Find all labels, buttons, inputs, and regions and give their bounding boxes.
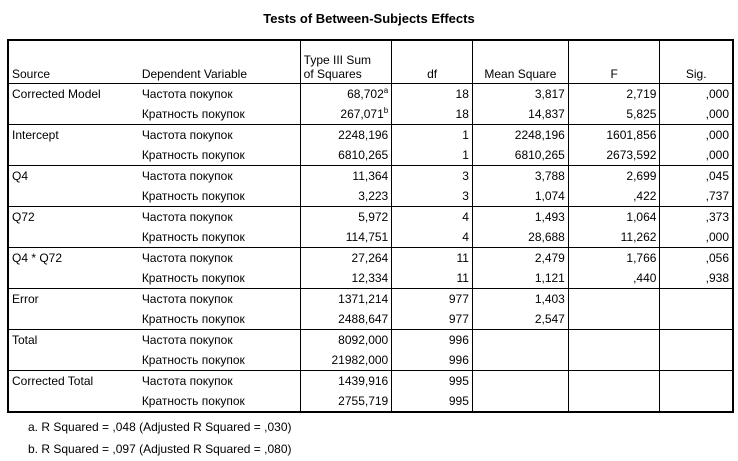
header-sum-of-squares (300, 40, 392, 84)
dependent-variable-cell: Частота покупок (139, 84, 300, 105)
source-cell: Intercept (8, 125, 139, 166)
df-cell: 3 (392, 186, 473, 207)
df-cell: 995 (392, 391, 473, 412)
sig-cell: ,000 (705, 87, 729, 101)
sum-of-squares-cell (300, 104, 392, 125)
sum-of-squares-cell (300, 84, 392, 105)
sum-of-squares-cell: 1439,916 (300, 371, 392, 392)
header-f: F (568, 40, 660, 84)
source-cell: Q72 (8, 207, 139, 248)
sum-of-squares-cell: 2755,719 (300, 391, 392, 412)
f-cell: 2,719 (568, 84, 660, 105)
dependent-variable-cell: Частота покупок (139, 166, 300, 187)
sig-cell: ,737 (705, 189, 729, 203)
sum-of-squares-cell: 1371,214 (300, 289, 392, 310)
table-row (8, 207, 733, 228)
mean-square-cell: 2,547 (472, 309, 568, 330)
sum-of-squares-cell: 2488,647 (300, 309, 392, 330)
df-cell: 11 (392, 268, 473, 289)
df-cell: 1 (392, 145, 473, 166)
sig-cell (660, 309, 733, 330)
sig-cell: ,000 (705, 230, 729, 244)
mean-square-cell (472, 350, 568, 371)
sig-cell: ,056 (660, 248, 733, 269)
table-row (8, 330, 733, 351)
dependent-variable-cell: Частота покупок (139, 371, 300, 392)
mean-square-cell: 2248,196 (472, 125, 568, 146)
sum-of-squares-cell: 5,972 (300, 207, 392, 228)
source-cell: Corrected Total (8, 371, 139, 413)
df-cell: 977 (392, 309, 473, 330)
f-cell: 1,766 (568, 248, 660, 269)
source-cell: Corrected Model (12, 87, 101, 101)
mean-square-cell: 1,074 (472, 186, 568, 207)
mean-square-cell (472, 330, 568, 351)
header-source: Source (8, 40, 139, 84)
f-cell: 2,699 (568, 166, 660, 187)
f-cell (568, 309, 660, 330)
sig-cell (660, 289, 733, 310)
sum-of-squares-value: 267,071 (340, 107, 384, 121)
sum-of-squares-cell: 6810,265 (300, 145, 392, 166)
f-cell (568, 391, 660, 412)
mean-square-cell: 1,121 (472, 268, 568, 289)
dependent-variable-cell: Частота покупок (139, 248, 300, 269)
f-cell: ,440 (568, 268, 660, 289)
sum-of-squares-cell: 27,264 (300, 248, 392, 269)
sum-of-squares-cell: 8092,000 (300, 330, 392, 351)
f-cell: 5,825 (568, 104, 660, 125)
mean-square-cell (472, 371, 568, 392)
dependent-variable-cell: Частота покупок (139, 330, 300, 351)
table-row (8, 84, 733, 105)
mean-square-cell (472, 391, 568, 412)
dependent-variable-cell: Кратность покупок (139, 227, 300, 248)
mean-square-cell: 1,403 (472, 289, 568, 310)
source-cell: Q4 * Q72 (8, 248, 139, 289)
sum-of-squares-cell: 114,751 (300, 227, 392, 248)
f-cell (568, 289, 660, 310)
mean-square-cell: 1,493 (472, 207, 568, 228)
df-cell: 996 (392, 330, 473, 351)
dependent-variable-cell: Кратность покупок (139, 391, 300, 412)
f-cell (568, 350, 660, 371)
dependent-variable-cell: Кратность покупок (139, 268, 300, 289)
dependent-variable-cell: Кратность покупок (139, 309, 300, 330)
table-row (8, 248, 733, 269)
header-ss-line1: Type III Sum (303, 53, 372, 67)
sum-of-squares-cell: 12,334 (300, 268, 392, 289)
sig-cell: ,373 (660, 207, 733, 228)
footnote-marker: a (383, 86, 389, 95)
sig-cell: ,045 (660, 166, 733, 187)
mean-square-cell: 3,817 (472, 84, 568, 105)
f-cell: ,422 (568, 186, 660, 207)
mean-square-cell: 3,788 (472, 166, 568, 187)
dependent-variable-cell: Частота покупок (139, 207, 300, 228)
footnote-marker: b (383, 106, 389, 115)
table-body (8, 84, 733, 413)
table-row (8, 289, 733, 310)
sig-cell: ,000 (705, 107, 729, 121)
mean-square-cell: 6810,265 (472, 145, 568, 166)
sum-of-squares-cell: 3,223 (300, 186, 392, 207)
source-cell: Total (8, 330, 139, 371)
f-cell: 1601,856 (568, 125, 660, 146)
dependent-variable-cell: Кратность покупок (139, 145, 300, 166)
between-subjects-effects-table (7, 39, 734, 413)
f-cell: 11,262 (568, 227, 660, 248)
df-cell: 11 (392, 248, 473, 269)
table-row (8, 125, 733, 146)
df-cell: 977 (392, 289, 473, 310)
df-cell: 1 (392, 125, 473, 146)
source-cell: Error (8, 289, 139, 330)
dependent-variable-cell: Кратность покупок (139, 350, 300, 371)
footnote-a: a. R Squared = ,048 (Adjusted R Squared = ,030) (28, 420, 292, 434)
header-df: df (392, 40, 473, 84)
df-cell: 3 (392, 166, 473, 187)
f-cell (568, 330, 660, 351)
dependent-variable-cell: Частота покупок (139, 289, 300, 310)
footnote-b: b. R Squared = ,097 (Adjusted R Squared = ,080) (28, 442, 292, 456)
sum-of-squares-cell: 21982,000 (300, 350, 392, 371)
sig-cell (660, 371, 733, 392)
df-cell: 4 (392, 227, 473, 248)
dependent-variable-cell: Кратность покупок (139, 104, 300, 125)
sig-cell (660, 391, 733, 412)
header-sig: Sig. (660, 40, 733, 84)
header-row (8, 40, 733, 84)
sig-cell (660, 350, 733, 371)
dependent-variable-cell: Частота покупок (139, 125, 300, 146)
df-cell: 996 (392, 350, 473, 371)
f-cell: 2673,592 (568, 145, 660, 166)
header-dependent-variable: Dependent Variable (139, 40, 300, 84)
df-cell: 18 (392, 104, 473, 125)
mean-square-cell: 14,837 (472, 104, 568, 125)
mean-square-cell: 2,479 (472, 248, 568, 269)
dependent-variable-cell: Кратность покупок (139, 186, 300, 207)
mean-square-cell: 28,688 (472, 227, 568, 248)
sum-of-squares-cell: 11,364 (300, 166, 392, 187)
header-mean-square: Mean Square (472, 40, 568, 84)
sig-cell: ,000 (660, 125, 733, 146)
table-row (8, 371, 733, 392)
sum-of-squares-value: 68,702 (347, 87, 384, 101)
f-cell (568, 371, 660, 392)
f-cell: 1,064 (568, 207, 660, 228)
sig-cell: ,000 (705, 148, 729, 162)
source-cell: Q4 (8, 166, 139, 207)
sig-cell: ,938 (705, 271, 729, 285)
table-row (8, 166, 733, 187)
df-cell: 995 (392, 371, 473, 392)
table-title: Tests of Between-Subjects Effects (263, 11, 475, 26)
sig-cell (660, 330, 733, 351)
header-ss-line2: of Squares (303, 67, 362, 81)
df-cell: 4 (392, 207, 473, 228)
sum-of-squares-cell: 2248,196 (300, 125, 392, 146)
df-cell: 18 (392, 84, 473, 105)
